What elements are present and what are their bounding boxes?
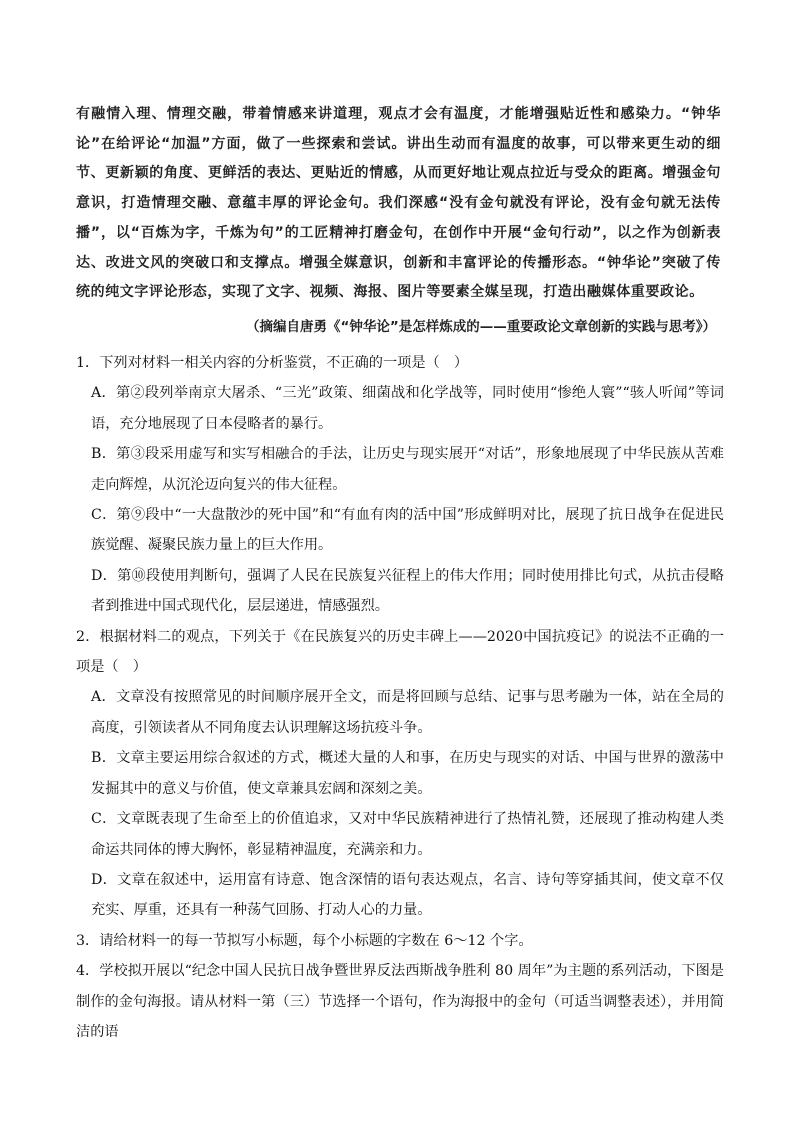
question-stem — [76, 348, 724, 378]
question-1 — [76, 348, 724, 622]
question-stem — [76, 926, 724, 956]
question-text: 请给材料一的每一节拟写小标题，每个小标题的字数在 6～12 个字。 — [99, 932, 533, 949]
passage-text: 有融情入理、情理交融，带着情感来讲道理，观点才会有温度，才能增强贴近性和感染力。“钟华论”在给评论“加温”方面，做了一些探索和尝试。讲出生动而有温度的故事，可以带来更生动的细节、更新颖的角度、更鲜活的表达、更贴近的情感，从而更好地让观点拉近与受众的距离。增强金句意识，打造情理交融、意蕴丰厚的评论金句。我们深感“没有金句就没有评论，没有金句就无法传播”，以“百炼为字，千炼为句”的工匠精神打磨金句，在创作中开展“金句行动”，以之作为创新表达、改进文风的突破口和支撑点。增强全媒意识，创新和丰富评论的传播形态。“钟华论”突破了传统的纯文字评论形态，实现了文字、视频、海报、图片等要素全媒呈现，打造出融媒体重要政论。 — [76, 106, 721, 301]
passage-source: （摘编自唐勇《“钟华论”是怎样炼成的——重要政论文章创新的实践与思考》） — [246, 319, 716, 335]
question-text: 下列对材料一相关内容的分析鉴赏，不正确的一项是（ ） — [99, 355, 469, 371]
question-3 — [76, 926, 724, 956]
question-number: 4． — [76, 963, 100, 980]
option-c: C．第⑨段中“一大盘散沙的死中国”和“有血有肉的活中国”形成鲜明对比，展现了抗日战争在促进民族觉醒、凝聚民族力量上的巨大作用。 — [91, 507, 724, 554]
option-d: D．第⑩段使用判断句，强调了人民在民族复兴征程上的伟大作用；同时使用排比句式，从抗击侵略者到推进中国式现代化，层层递进，情感强烈。 — [91, 567, 724, 615]
question-stem — [76, 622, 724, 683]
option-a: A．文章没有按照常见的时间顺序展开全文，而是将回顾与总结、记事与思考融为一体，站在全局的高度，引领读者从不同角度去认识理解这场抗疫斗争。 — [91, 689, 724, 736]
question-number: 2． — [76, 628, 100, 645]
option-d: D．文章在叙述中，运用富有诗意、饱含深情的语句表达观点，名言、诗句等穿插其间，使文章不仅充实、厚重，还具有一种荡气回肠、打动人心的力量。 — [91, 871, 724, 919]
question-number: 3． — [76, 932, 100, 949]
option-c: C．文章既表现了生命至上的价值追求，又对中华民族精神进行了热情礼赞，还展现了推动构建人类命运共同体的博大胸怀，彰显精神温度，充满亲和力。 — [91, 811, 724, 858]
option-a: A．第②段列举南京大屠杀、“三光”政策、细菌战和化学战等，同时使用“惨绝人寰”“骇人听闻”等词语，充分地展现了日本侵略者的暴行。 — [91, 385, 724, 432]
question-stem — [76, 956, 724, 1047]
question-text: 学校拟开展以“纪念中国人民抗日战争暨世界反法西斯战争胜利 80 周年”为主题的系列活动，下图是制作的金句海报。请从材料一第（三）节选择一个语句，作为海报中的金句（可适当调整表述），并用简洁的语 — [76, 963, 724, 1040]
option-b: B．文章主要运用综合叙述的方式，概述大量的人和事，在历史与现实的对话、中国与世界的激荡中发掘其中的意义与价值，使文章兼具宏阔和深刻之美。 — [91, 750, 724, 797]
question-text: 根据材料二的观点，下列关于《在民族复兴的历史丰碑上——2020中国抗疫记》的说法不正确的一项是（ ） — [76, 628, 725, 676]
question-list — [76, 348, 724, 1047]
question-number: 1． — [76, 355, 100, 371]
option-b: B．第③段采用虚写和实写相融合的手法，让历史与现实展开“对话”，形象地展现了中华民族从苦难走向辉煌，从沉沦迈向复兴的伟大征程。 — [91, 446, 724, 493]
question-2 — [76, 622, 724, 926]
question-4 — [76, 956, 724, 1047]
